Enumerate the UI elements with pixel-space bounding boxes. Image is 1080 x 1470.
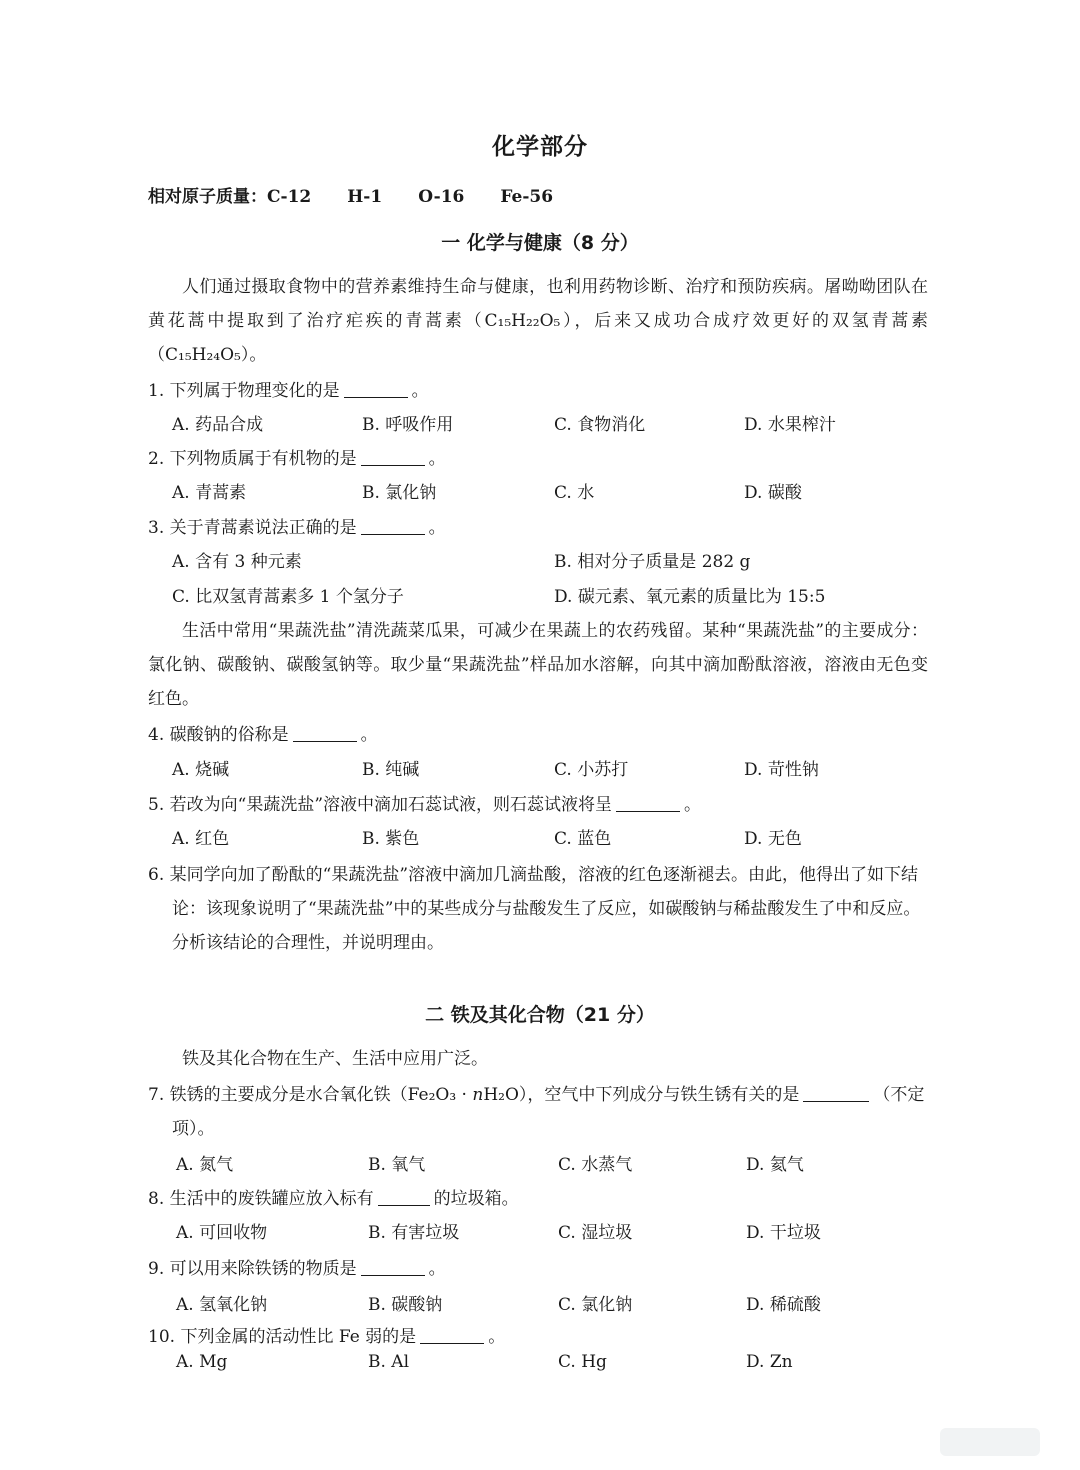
option-a[interactable]: A. Mg [176, 1352, 228, 1372]
question-end: 。 [428, 1259, 446, 1279]
question-3-options-row-1 [172, 547, 932, 577]
question-2 [148, 442, 928, 476]
question-stem: 下列金属的活动性比 Fe 弱的是 [180, 1327, 417, 1347]
page-title: 化学部分 [492, 134, 588, 160]
answer-blank[interactable] [293, 723, 357, 742]
option-d[interactable]: D. 稀硫酸 [746, 1295, 821, 1315]
option-a[interactable]: A. 青蒿素 [172, 483, 247, 503]
question-6 [148, 858, 928, 960]
question-3-options-row-2 [172, 582, 932, 612]
option-d[interactable]: D. 水果榨汁 [744, 415, 836, 435]
question-end: 。 [360, 725, 378, 745]
question-5 [148, 788, 928, 822]
question-stem: 铁锈的主要成分是水合氧化铁（Fe₂O₃ · [169, 1085, 473, 1105]
option-b[interactable]: B. 呼吸作用 [362, 415, 454, 435]
atomic-mass-item: Fe-56 [500, 187, 554, 207]
question-10-options [172, 1352, 932, 1382]
option-b[interactable]: B. 紫色 [362, 829, 420, 849]
question-stem: 若改为向“果蔬洗盐”溶液中滴加石蕊试液，则石蕊试液将呈 [169, 795, 613, 815]
option-b[interactable]: B. 氯化钠 [362, 483, 437, 503]
option-a[interactable]: A. 氢氧化钠 [176, 1295, 268, 1315]
question-number: 5. [148, 795, 165, 815]
question-stem: 下列物质属于有机物的是 [169, 449, 357, 469]
atomic-mass-item: H-1 [347, 187, 383, 207]
option-d[interactable]: D. 氦气 [746, 1155, 804, 1175]
question-stem: 可以用来除铁锈的物质是 [169, 1259, 357, 1279]
option-c[interactable]: C. 氯化钠 [558, 1295, 633, 1315]
option-a[interactable]: A. 氮气 [176, 1155, 234, 1175]
option-c[interactable]: C. Hg [558, 1352, 607, 1372]
question-end: 的垃圾箱。 [433, 1189, 519, 1209]
option-b[interactable]: B. 纯碱 [362, 760, 420, 780]
question-number: 4. [148, 725, 165, 745]
question-number: 1. [148, 381, 165, 401]
question-9 [148, 1252, 928, 1286]
atomic-mass-item: C-12 [267, 187, 312, 207]
atomic-masses-line [148, 182, 589, 207]
option-a[interactable]: A. 红色 [172, 829, 230, 849]
option-d[interactable]: D. Zn [746, 1352, 793, 1372]
option-a[interactable]: A. 药品合成 [172, 415, 264, 435]
intro-text: ），后来又成功合成疗效更好的双氢青蒿素（ [148, 311, 929, 365]
section-1-intro-2: 生活中常用“果蔬洗盐”清洗蔬菜瓜果，可减少在果蔬上的农药残留。某种“果蔬洗盐”的主要成分：氯化钠、碳酸钠、碳酸氢钠等。取少量“果蔬洗盐”样品加水溶解，向其中滴加酚酞溶液，溶液由无色变红色。 [148, 621, 928, 709]
watermark-badge [940, 1428, 1040, 1456]
answer-blank[interactable] [803, 1083, 869, 1102]
section-2-title: 二 铁及其化合物（21 分） [425, 1004, 655, 1026]
section-1-intro [148, 270, 928, 372]
question-end: （不定项）。 [172, 1085, 925, 1139]
option-c[interactable]: C. 小苏打 [554, 760, 629, 780]
option-a[interactable]: A. 含有 3 种元素 [172, 552, 302, 572]
option-c[interactable]: C. 蓝色 [554, 829, 612, 849]
question-end: 。 [411, 381, 429, 401]
answer-blank[interactable] [361, 516, 425, 535]
question-3 [148, 511, 928, 545]
question-number: 8. [148, 1189, 165, 1209]
formula-dihydroartemisinin: C₁₅H₂₄O₅ [165, 345, 241, 365]
option-b[interactable]: B. 有害垃圾 [368, 1223, 460, 1243]
formula-artemisinin: C₁₅H₂₂O₅ [484, 311, 561, 331]
question-stem: 碳酸钠的俗称是 [169, 725, 289, 745]
question-number: 6. [148, 865, 165, 885]
option-d[interactable]: D. 碳酸 [744, 483, 802, 503]
question-10 [148, 1320, 928, 1354]
question-stem: 关于青蒿素说法正确的是 [169, 518, 357, 538]
question-number: 9. [148, 1259, 165, 1279]
question-1 [148, 374, 928, 408]
question-4 [148, 718, 928, 752]
question-end: 。 [684, 795, 702, 815]
question-7-options [172, 1150, 932, 1180]
question-8 [148, 1182, 928, 1216]
question-number: 7. [148, 1085, 165, 1105]
option-d[interactable]: D. 干垃圾 [746, 1223, 821, 1243]
question-end: 。 [488, 1327, 506, 1347]
option-c[interactable]: C. 水 [554, 483, 595, 503]
question-number: 2. [148, 449, 165, 469]
option-a[interactable]: A. 可回收物 [176, 1223, 268, 1243]
question-number: 3. [148, 518, 165, 538]
option-c[interactable]: C. 食物消化 [554, 415, 646, 435]
option-b[interactable]: B. 碳酸钠 [368, 1295, 443, 1315]
question-4-options [172, 755, 932, 785]
formula-n: n [472, 1085, 484, 1105]
question-7 [148, 1078, 928, 1146]
option-d[interactable]: D. 苛性钠 [744, 760, 819, 780]
atomic-mass-item: O-16 [418, 187, 465, 207]
section-2-intro: 铁及其化合物在生产、生活中应用广泛。 [182, 1049, 488, 1069]
section-1-title: 一 化学与健康（8 分） [441, 232, 639, 254]
question-5-options [172, 824, 932, 854]
question-end: 。 [428, 518, 446, 538]
question-stem: H₂O），空气中下列成分与铁生锈有关的是 [483, 1085, 800, 1105]
answer-blank[interactable] [361, 1257, 425, 1276]
option-b[interactable]: B. Al [368, 1352, 410, 1372]
option-b[interactable]: B. 相对分子质量是 282 g [554, 552, 751, 572]
option-a[interactable]: A. 烧碱 [172, 760, 230, 780]
answer-blank[interactable] [344, 379, 408, 398]
option-d[interactable]: D. 碳元素、氧元素的质量比为 15:5 [554, 587, 826, 607]
answer-blank[interactable] [420, 1325, 484, 1344]
option-b[interactable]: B. 氧气 [368, 1155, 426, 1175]
option-d[interactable]: D. 无色 [744, 829, 802, 849]
question-1-options [172, 410, 932, 440]
question-number: 10. [148, 1327, 176, 1347]
answer-blank[interactable] [361, 447, 425, 466]
question-9-options [172, 1290, 932, 1320]
question-8-options [172, 1218, 932, 1248]
intro-text: 人们通过摄取食物中的营养素维持生命与健康，也利用药物诊断、治疗和预防疾病。屠呦呦团队在黄花蒿中提取到了治疗疟疾的青蒿素（ [148, 277, 928, 331]
option-c[interactable]: C. 比双氢青蒿素多 1 个氢分子 [172, 587, 404, 607]
atomic-masses-label: 相对原子质量： [148, 187, 267, 207]
question-stem: 生活中的废铁罐应放入标有 [169, 1189, 374, 1209]
question-stem: 下列属于物理变化的是 [169, 381, 340, 401]
option-c[interactable]: C. 水蒸气 [558, 1155, 633, 1175]
question-end: 。 [428, 449, 446, 469]
question-stem: 某同学向加了酚酞的“果蔬洗盐”溶液中滴加几滴盐酸，溶液的红色逐渐褪去。由此，他得出了如下结论：该现象说明了“果蔬洗盐”中的某些成分与盐酸发生了反应，如碳酸钠与稀盐酸发生了中和反应。分析该结论的合理性，并说明理由。 [169, 865, 921, 953]
option-c[interactable]: C. 湿垃圾 [558, 1223, 633, 1243]
intro-text: ）。 [240, 345, 267, 365]
answer-blank[interactable] [378, 1187, 430, 1206]
answer-blank[interactable] [616, 793, 680, 812]
question-2-options [172, 478, 932, 508]
